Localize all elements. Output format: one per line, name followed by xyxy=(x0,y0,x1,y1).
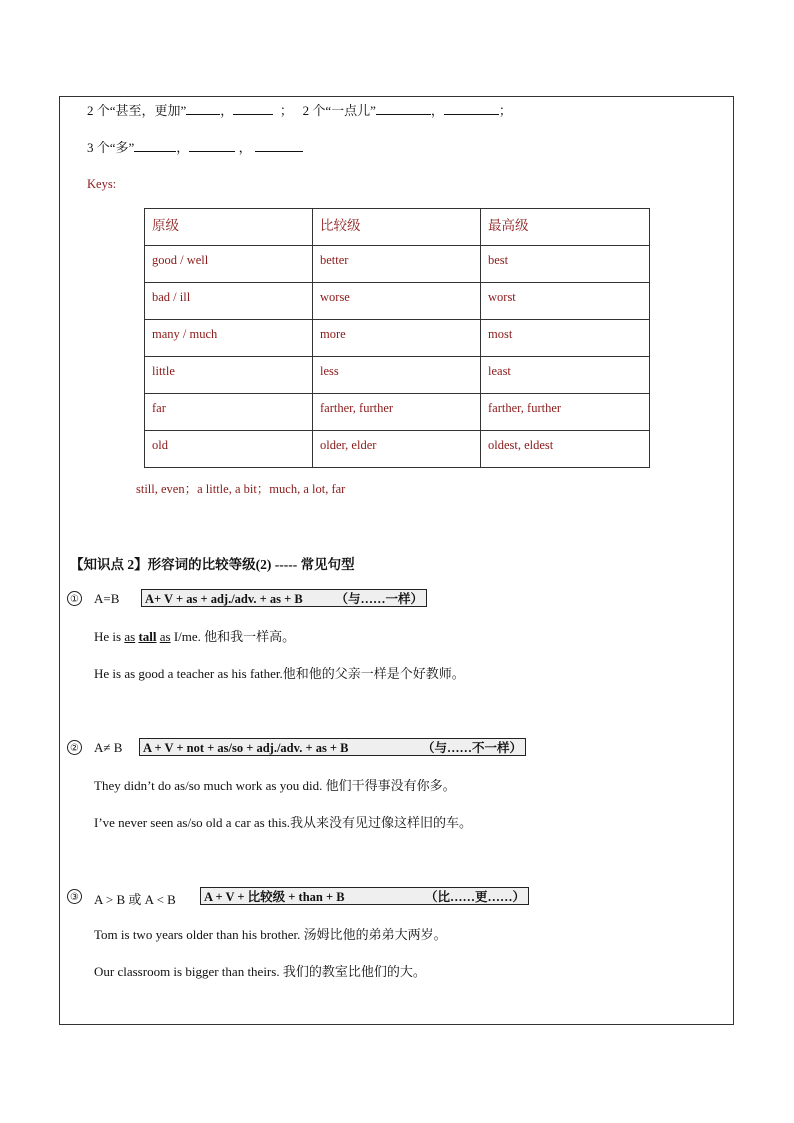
number-badge-1: ① xyxy=(67,591,82,606)
table-row xyxy=(145,394,650,431)
table-cell: many / much xyxy=(145,320,313,357)
table-cell: better xyxy=(313,246,481,283)
pattern-meaning: （与……一样） xyxy=(335,592,423,606)
table-cell: far xyxy=(145,394,313,431)
table-cell: less xyxy=(313,357,481,394)
example-sentence: Our classroom is bigger than theirs. 我们的教室比他们的大。 xyxy=(94,964,426,979)
blank-much-3[interactable] xyxy=(255,139,303,152)
table-cell: most xyxy=(481,320,650,357)
blank-much-1[interactable] xyxy=(134,139,176,152)
example-sentence: I’ve never seen as/so old a car as this.我从来没有见过像这样旧的车。 xyxy=(94,815,473,830)
pattern-meaning: （与……不一样） xyxy=(421,741,522,755)
table-cell: old xyxy=(145,431,313,468)
header-superlative: 最高级 xyxy=(481,209,650,246)
header-positive: 原级 xyxy=(145,209,313,246)
table-row xyxy=(145,357,650,394)
relation-equal: A=B xyxy=(94,591,120,606)
fill-line-1: 2 个“甚至，更加” ， ； 2 个“一点儿” ， ； xyxy=(87,103,512,118)
fill-line-2: 3 个“多” ， ， xyxy=(87,139,303,156)
header-comparative: 比较级 xyxy=(313,209,481,246)
fill-label-much: 3 个“多” xyxy=(87,140,135,155)
section-heading: 【知识点 2】形容词的比较等级(2) ----- 常见句型 xyxy=(70,557,355,572)
pattern-formula: A+ V + as + adj./adv. + as + B xyxy=(145,592,303,606)
table-cell: more xyxy=(313,320,481,357)
blank-even-2[interactable] xyxy=(233,102,273,115)
pattern-formula: A + V + 比较级 + than + B xyxy=(204,890,345,904)
blank-even-1[interactable] xyxy=(186,102,220,115)
number-badge-3: ③ xyxy=(67,889,82,904)
table-row xyxy=(145,320,650,357)
table-cell: least xyxy=(481,357,650,394)
fill-label-even: 2 个“甚至，更加” xyxy=(87,103,187,118)
table-cell: oldest, eldest xyxy=(481,431,650,468)
relation-not-equal: A≠ B xyxy=(94,740,123,755)
table-row xyxy=(145,246,650,283)
example-sentence: They didn’t do as/so much work as you did. 他们干得事没有你多。 xyxy=(94,778,456,793)
example-sentence: He is as good a teacher as his father.他和他的父亲一样是个好教师。 xyxy=(94,666,465,681)
table-row xyxy=(145,431,650,468)
table-cell: little xyxy=(145,357,313,394)
fill-label-a-little: 2 个“一点儿” xyxy=(302,103,376,118)
pattern-box-3 xyxy=(200,887,529,905)
pattern-formula: A + V + not + as/so + adj./adv. + as + B xyxy=(143,741,349,755)
blank-little-2[interactable] xyxy=(444,102,499,115)
table-cell: worst xyxy=(481,283,650,320)
keys-answers: still, even；a little, a bit；much, a lot, far xyxy=(136,482,346,496)
pattern-box-1 xyxy=(141,589,427,607)
table-cell: farther, further xyxy=(481,394,650,431)
table-header-row xyxy=(145,209,650,246)
number-badge-2: ② xyxy=(67,740,82,755)
relation-compare: A > B 或 A < B xyxy=(94,892,176,907)
pattern-box-2 xyxy=(139,738,526,756)
table-cell: worse xyxy=(313,283,481,320)
table-cell: good / well xyxy=(145,246,313,283)
table-cell: bad / ill xyxy=(145,283,313,320)
comparison-table xyxy=(144,208,650,468)
blank-little-1[interactable] xyxy=(376,102,431,115)
example-sentence: Tom is two years older than his brother. 汤姆比他的弟弟大两岁。 xyxy=(94,927,447,942)
pattern-meaning: （比……更……） xyxy=(424,890,525,904)
example-sentence: He is as tall as I/me. 他和我一样高。 xyxy=(94,629,296,644)
table-cell: farther, further xyxy=(313,394,481,431)
table-cell: best xyxy=(481,246,650,283)
blank-much-2[interactable] xyxy=(189,139,235,152)
table-cell: older, elder xyxy=(313,431,481,468)
table-row xyxy=(145,283,650,320)
keys-label: Keys: xyxy=(87,177,117,191)
